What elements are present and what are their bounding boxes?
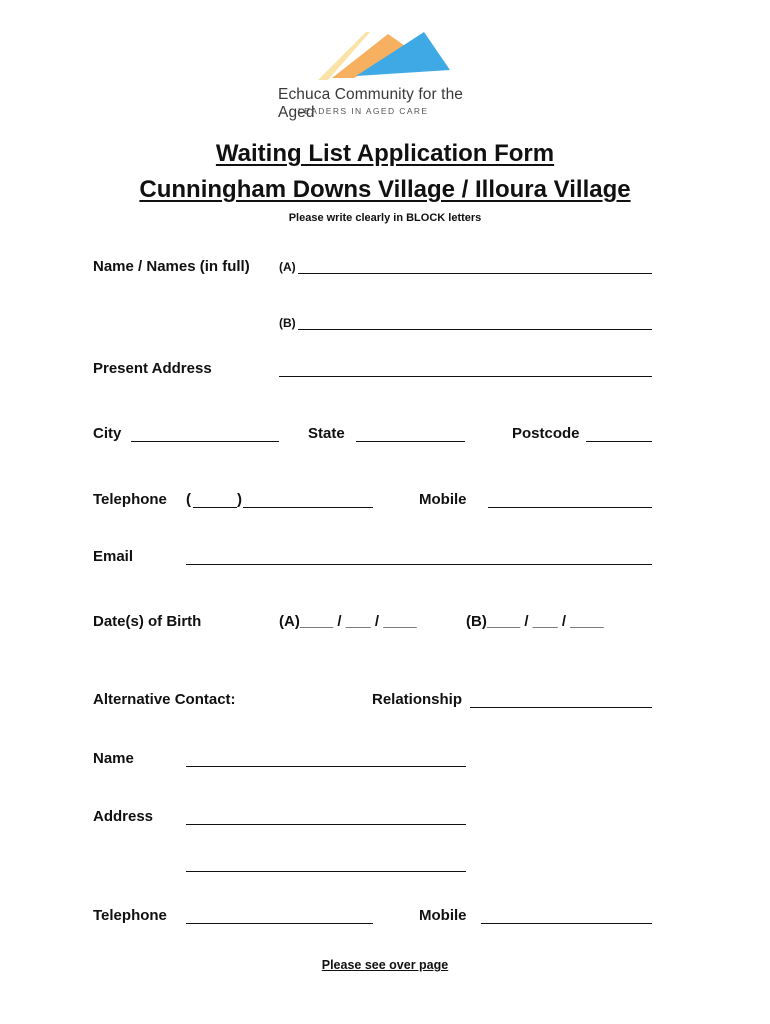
alt-telephone-label: Telephone xyxy=(93,907,167,924)
footer-note: Please see over page xyxy=(321,958,449,972)
dob-a-field[interactable]: (A)____ / ___ / ____ xyxy=(279,613,417,630)
relationship-label: Relationship xyxy=(372,691,463,708)
form-subtitle: Cunningham Downs Village / Illoura Village xyxy=(139,176,631,203)
state-label: State xyxy=(308,425,345,442)
alt-address-field-1[interactable] xyxy=(186,824,466,825)
dob-label: Date(s) of Birth xyxy=(93,613,202,630)
mobile-field[interactable] xyxy=(488,507,652,508)
area-code-field[interactable] xyxy=(193,507,237,508)
logo xyxy=(270,28,500,120)
form-instruction: Please write clearly in BLOCK letters xyxy=(288,212,482,224)
alt-contact-label: Alternative Contact: xyxy=(93,691,236,708)
alt-address-label: Address xyxy=(93,808,154,825)
alt-name-field[interactable] xyxy=(186,766,466,767)
city-label: City xyxy=(93,425,122,442)
org-name: Echuca Community for the Aged xyxy=(278,86,464,121)
email-label: Email xyxy=(93,548,134,565)
area-code-close: ) xyxy=(237,491,242,508)
state-field[interactable] xyxy=(356,441,465,442)
dob-b-field[interactable]: (B)____ / ___ / ____ xyxy=(466,613,604,630)
name-b-marker: (B) xyxy=(279,316,296,330)
alt-name-label: Name xyxy=(93,750,134,767)
name-b-field[interactable] xyxy=(298,329,652,330)
alt-telephone-field[interactable] xyxy=(186,923,373,924)
address-field[interactable] xyxy=(279,376,652,377)
name-label: Name / Names (in full) xyxy=(93,258,250,275)
org-tagline: LEADERS IN AGED CARE xyxy=(298,106,429,116)
address-label: Present Address xyxy=(93,360,212,377)
area-code-open: ( xyxy=(186,491,191,508)
telephone-label: Telephone xyxy=(93,491,167,508)
telephone-field[interactable] xyxy=(243,507,373,508)
name-a-marker: (A) xyxy=(279,260,296,274)
city-field[interactable] xyxy=(131,441,279,442)
postcode-field[interactable] xyxy=(586,441,652,442)
email-field[interactable] xyxy=(186,564,652,565)
mobile-label: Mobile xyxy=(419,491,467,508)
form-title: Waiting List Application Form xyxy=(215,140,555,167)
alt-address-field-2[interactable] xyxy=(186,871,466,872)
alt-mobile-label: Mobile xyxy=(419,907,467,924)
logo-mark-icon xyxy=(270,28,500,88)
name-a-field[interactable] xyxy=(298,273,652,274)
alt-mobile-field[interactable] xyxy=(481,923,652,924)
postcode-label: Postcode xyxy=(512,425,580,442)
relationship-field[interactable] xyxy=(470,707,652,708)
